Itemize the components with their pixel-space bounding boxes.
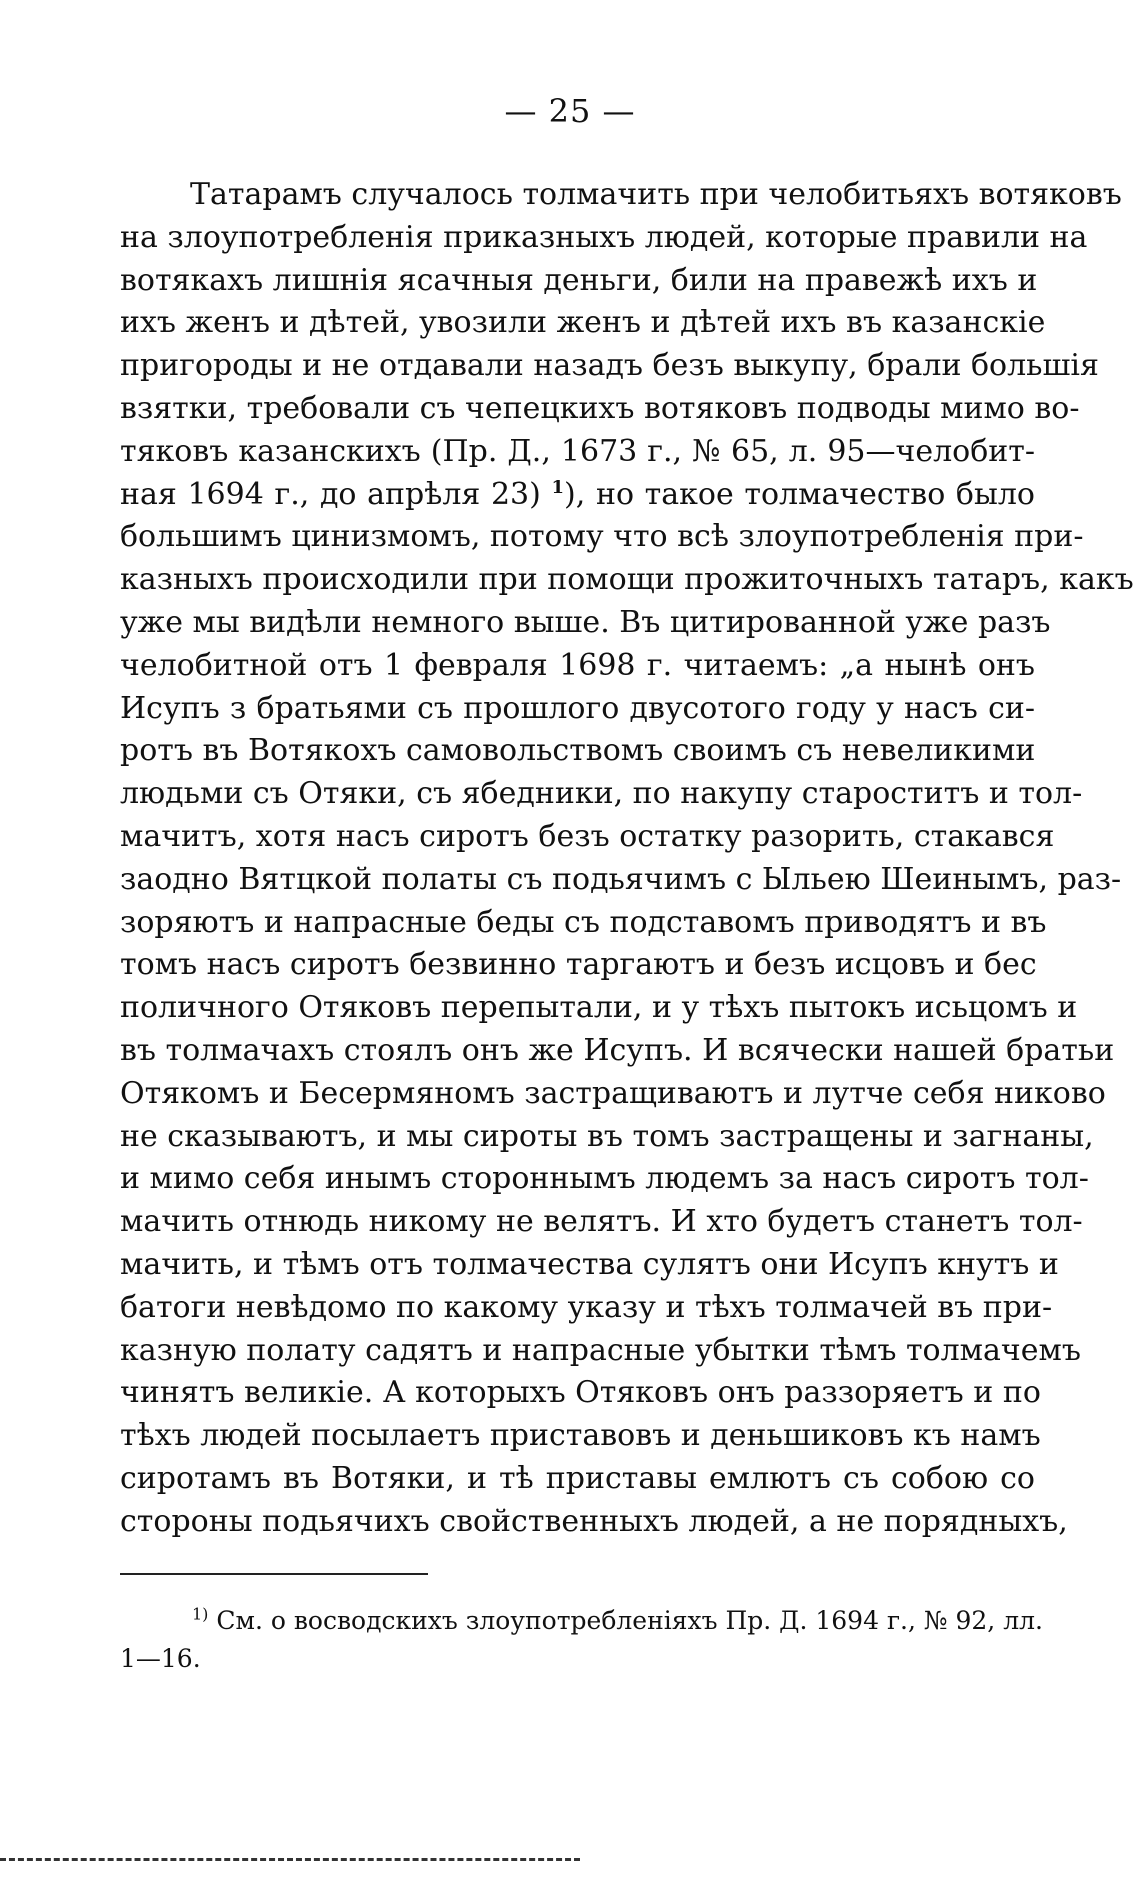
text-line: Татарамъ случалось толмачить при челобитьяхъ вотяковъ [190,177,1122,212]
footnote-divider [120,1573,428,1575]
text-line: пригороды и не отдавали назадъ безъ выкупу, брали большія [120,348,1099,384]
footnote-reference: 1 [551,476,565,498]
footnote-mark: 1) [192,1604,209,1624]
text-line: томъ насъ сиротъ безвинно таргаютъ и безъ исцовъ и бес [120,947,1037,983]
text-line: поличного Отяковъ перепытали, и у тѣхъ пытокъ исьцомъ и [120,990,1078,1026]
text-line: казную полату садятъ и напрасные убытки тѣмъ толмачемъ [120,1332,1081,1368]
footnote-text: См. о восводскихъ злоупотребленіяхъ Пр. Д. 1694 г., № 92, лл. [216,1606,1043,1635]
text-line: ихъ женъ и дѣтей, увозили женъ и дѣтей ихъ въ казанскіе [120,305,1046,341]
text-line: зоряютъ и напрасные беды съ подставомъ приводятъ и въ [120,904,1047,940]
text-line: мачитъ, хотя насъ сиротъ безъ остатку разорить, стакався [120,818,1055,854]
text-line: стороны подьячихъ свойственныхъ людей, а не порядныхъ, [120,1503,1068,1539]
text-line: тѣхъ людей посылаетъ приставовъ и деньшиковъ къ намъ [120,1418,1041,1454]
body-text [120,174,1134,1544]
text-line: сиротамъ въ Вотяки, и тѣ приставы емлютъ съ собою со [120,1460,1035,1496]
text-segment: ная 1694 г., до апрѣля 23) [120,476,541,512]
text-line: мачить, и тѣмъ отъ толмачества сулятъ они Исупъ кнутъ и [120,1246,1059,1282]
footnote-line [120,1602,1043,1640]
text-line: тяковъ казанскихъ (Пр. Д., 1673 г., № 65, л. 95—челобит- [120,433,1035,469]
text-line: челобитной отъ 1 февраля 1698 г. читаемъ: „а нынѣ онъ [120,647,1035,683]
text-line: казныхъ происходили при помощи прожиточныхъ татаръ, какъ [120,562,1134,598]
text-line: мачить отнюдь никому не велятъ. И хто будетъ станетъ тол- [120,1204,1083,1240]
footnote-line: 1—16. [120,1644,201,1673]
text-line: заодно Вятцкой полаты съ подьячимъ с Ыльею Шеинымъ, раз- [120,861,1122,897]
text-line: и мимо себя инымъ стороннымъ людемъ за насъ сиротъ тол- [120,1161,1089,1197]
text-line: взятки, требовали съ чепецкихъ вотяковъ подводы мимо во- [120,390,1080,426]
footnote [120,1602,1043,1678]
page-number: — 25 — [504,92,636,130]
text-line: вотякахъ лишнія ясачныя деньги, били на правежѣ ихъ и [120,262,1038,298]
text-line: на злоупотребленія приказныхъ людей, которые правили на [120,219,1088,255]
text-line: Отякомъ и Бесермяномъ застращиваютъ и лутче себя никово [120,1075,1106,1111]
text-segment: ), но такое толмачество было [564,476,1035,512]
text-line: батоги невѣдомо по какому указу и тѣхъ толмачей въ при- [120,1289,1053,1325]
scan-edge-mark [0,1858,580,1861]
text-line: чинятъ великіе. А которыхъ Отяковъ онъ раззоряетъ и по [120,1375,1041,1411]
text-line: Исупъ з братьями съ прошлого двусотого году у насъ си- [120,690,1035,726]
text-line: въ толмачахъ стоялъ онъ же Исупъ. И всячески нашей братьи [120,1032,1115,1068]
text-line: уже мы видѣли немного выше. Въ цитированной уже разъ [120,604,1051,640]
text-line: людьми съ Отяки, съ ябедники, по накупу староститъ и тол- [120,776,1083,812]
text-line: ротъ въ Вотякохъ самовольствомъ своимъ съ невеликими [120,733,1036,769]
text-line: не сказываютъ, и мы сироты въ томъ застращены и загнаны, [120,1118,1094,1154]
text-line: большимъ цинизмомъ, потому что всѣ злоупотребленія при- [120,519,1084,555]
text-line-with-footnote-ref [120,474,1035,517]
